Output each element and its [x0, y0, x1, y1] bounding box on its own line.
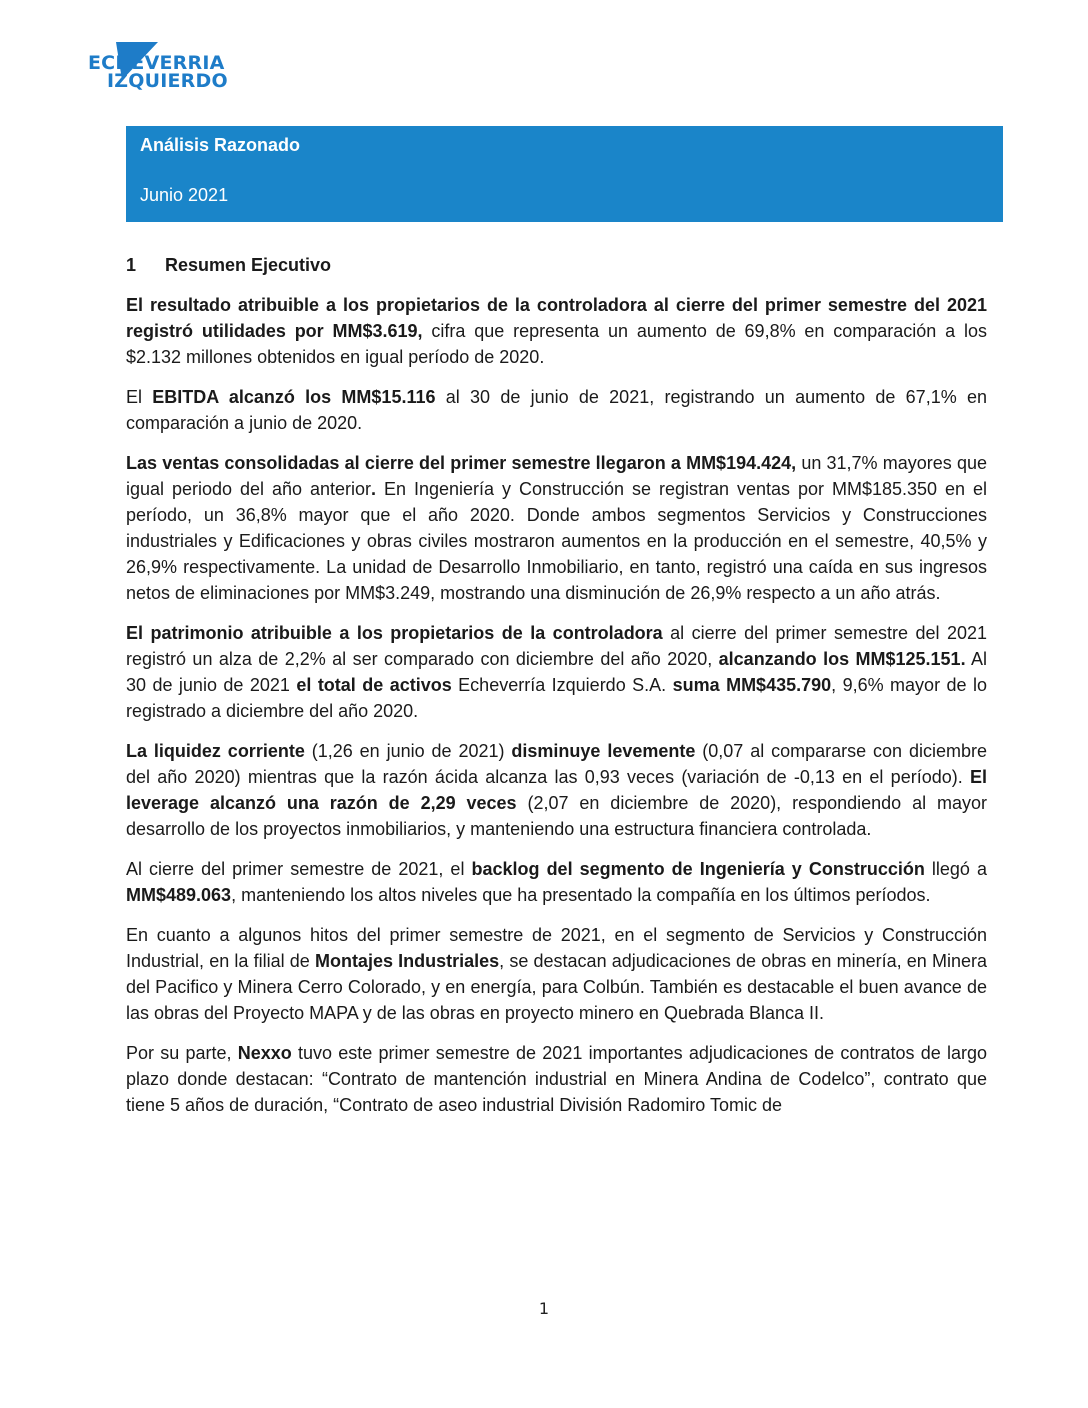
text-run: llegó a: [924, 859, 987, 879]
report-title: Análisis Razonado: [140, 135, 301, 155]
text-run: En cuanto a algunos hitos del primer semestre de 2021, en el segmento de Servicios y Construcción Industrial, en la filial de: [126, 925, 987, 971]
paragraph: [126, 1040, 987, 1118]
text-run: cifra que representa un aumento de 69,8% en comparación a los $2.132 millones obtenidos en igual período de 2020.: [126, 321, 987, 367]
bold-text-run: El leverage alcanzó una razón de 2,29 veces: [126, 767, 987, 813]
text-run: (1,26 en junio de 2021): [304, 741, 512, 761]
bold-text-run: Nexxo: [237, 1043, 292, 1063]
paragraph: [126, 856, 987, 908]
paragraph: [126, 384, 987, 436]
text-run: al 30 de junio de 2021, registrando un aumento de 67,1% en comparación a junio de 2020.: [126, 387, 987, 433]
report-banner: [126, 126, 1003, 222]
bold-text-run: suma MM$435.790: [672, 675, 832, 695]
text-run: , se destacan adjudicaciones de obras en minería, en Minera del Pacifico y Minera Cerro Colorado, y en energía, para Colbún. También es destacable el buen avance de las obras del Proyecto MAPA y de las obras en proyecto minero en Quebrada Blanca II.: [126, 951, 987, 1023]
paragraph: [126, 292, 987, 370]
section-number: 1: [126, 255, 137, 275]
paragraph: [126, 450, 987, 606]
text-run: El: [126, 387, 153, 407]
logo-wordmark: [88, 54, 228, 90]
paragraph: [126, 922, 987, 1026]
paragraph: [126, 620, 987, 724]
text-run: , manteniendo los altos niveles que ha presentado la compañía en los últimos períodos.: [231, 885, 931, 905]
section-heading: [126, 252, 987, 278]
document-body: [126, 252, 987, 1132]
bold-text-run: .: [371, 479, 377, 499]
bold-text-run: El resultado atribuible a los propietarios de la controladora al cierre del primer semestre del 2021 registró utilidades por MM$3.619,: [126, 295, 987, 341]
logo-line-1: ECHEVERRIA: [88, 52, 225, 74]
bold-text-run: Montajes Industriales: [314, 951, 500, 971]
bold-text-run: La liquidez corriente: [126, 741, 305, 761]
page-number: 1: [538, 1299, 550, 1318]
bold-text-run: disminuye levemente: [511, 741, 696, 761]
text-run: , 9,6% mayor de lo registrado a diciembre del año 2020.: [126, 675, 987, 721]
bold-text-run: Las ventas consolidadas al cierre del primer semestre llegaron a MM$194.424,: [126, 453, 797, 473]
bold-text-run: MM$489.063: [126, 885, 232, 905]
text-run: Echeverría Izquierdo S.A.: [451, 675, 673, 695]
text-run: tuvo este primer semestre de 2021 importantes adjudicaciones de contratos de largo plazo donde destacan: “Contrato de mantención industrial en Minera Andina de Codelco”, contrato que tiene 5 años de duración, “Contrato de aseo industrial División Radomiro Tomic de: [126, 1043, 987, 1115]
text-run: Al cierre del primer semestre de 2021, el: [126, 859, 472, 879]
text-run: (0,07 al compararse con diciembre del año 2020) mientras que la razón ácida alcanza las 0,93 veces (variación de -0,13 en el período).: [126, 741, 987, 787]
logo-line-2: IZQUIERDO: [107, 70, 228, 92]
paragraph: [126, 738, 987, 842]
text-run: (2,07 en diciembre de 2020), respondiendo al mayor desarrollo de los proyectos inmobiliarios, y manteniendo una estructura financiera controlada.: [126, 793, 987, 839]
paragraph-list: [126, 292, 987, 1118]
text-run: Por su parte,: [126, 1043, 238, 1063]
section-title: Resumen Ejecutivo: [165, 255, 332, 275]
text-run: al cierre del primer semestre del 2021 registró un alza de 2,2% al ser comparado con diciembre del año 2020,: [126, 623, 987, 669]
bold-text-run: EBITDA alcanzó los MM$15.116: [152, 387, 436, 407]
report-period: Junio 2021: [140, 185, 229, 205]
text-run: un 31,7% mayores que igual periodo del año anterior: [126, 453, 987, 499]
text-run: En Ingeniería y Construcción se registran ventas por MM$185.350 en el período, un 36,8% mayor que el año 2020. Donde ambos segmentos Servicios y Construcciones industriales y Edificaciones y obras civiles mostraron aumentos en la producción en el semestre, 40,5% y 26,9% respectivamente. La unidad de Desarrollo Inmobiliario, en tanto, registró una caída en sus ingresos netos de eliminaciones por MM$3.249, mostrando una disminución de 26,9% respecto a un año atrás.: [126, 479, 987, 603]
bold-text-run: el total de activos: [296, 675, 452, 695]
bold-text-run: backlog del segmento de Ingeniería y Construcción: [471, 859, 925, 879]
company-logo: [86, 40, 266, 96]
bold-text-run: alcanzando los MM$125.151.: [718, 649, 966, 669]
text-run: Al 30 de junio de 2021: [126, 649, 987, 695]
bold-text-run: El patrimonio atribuible a los propietarios de la controladora: [126, 623, 663, 643]
